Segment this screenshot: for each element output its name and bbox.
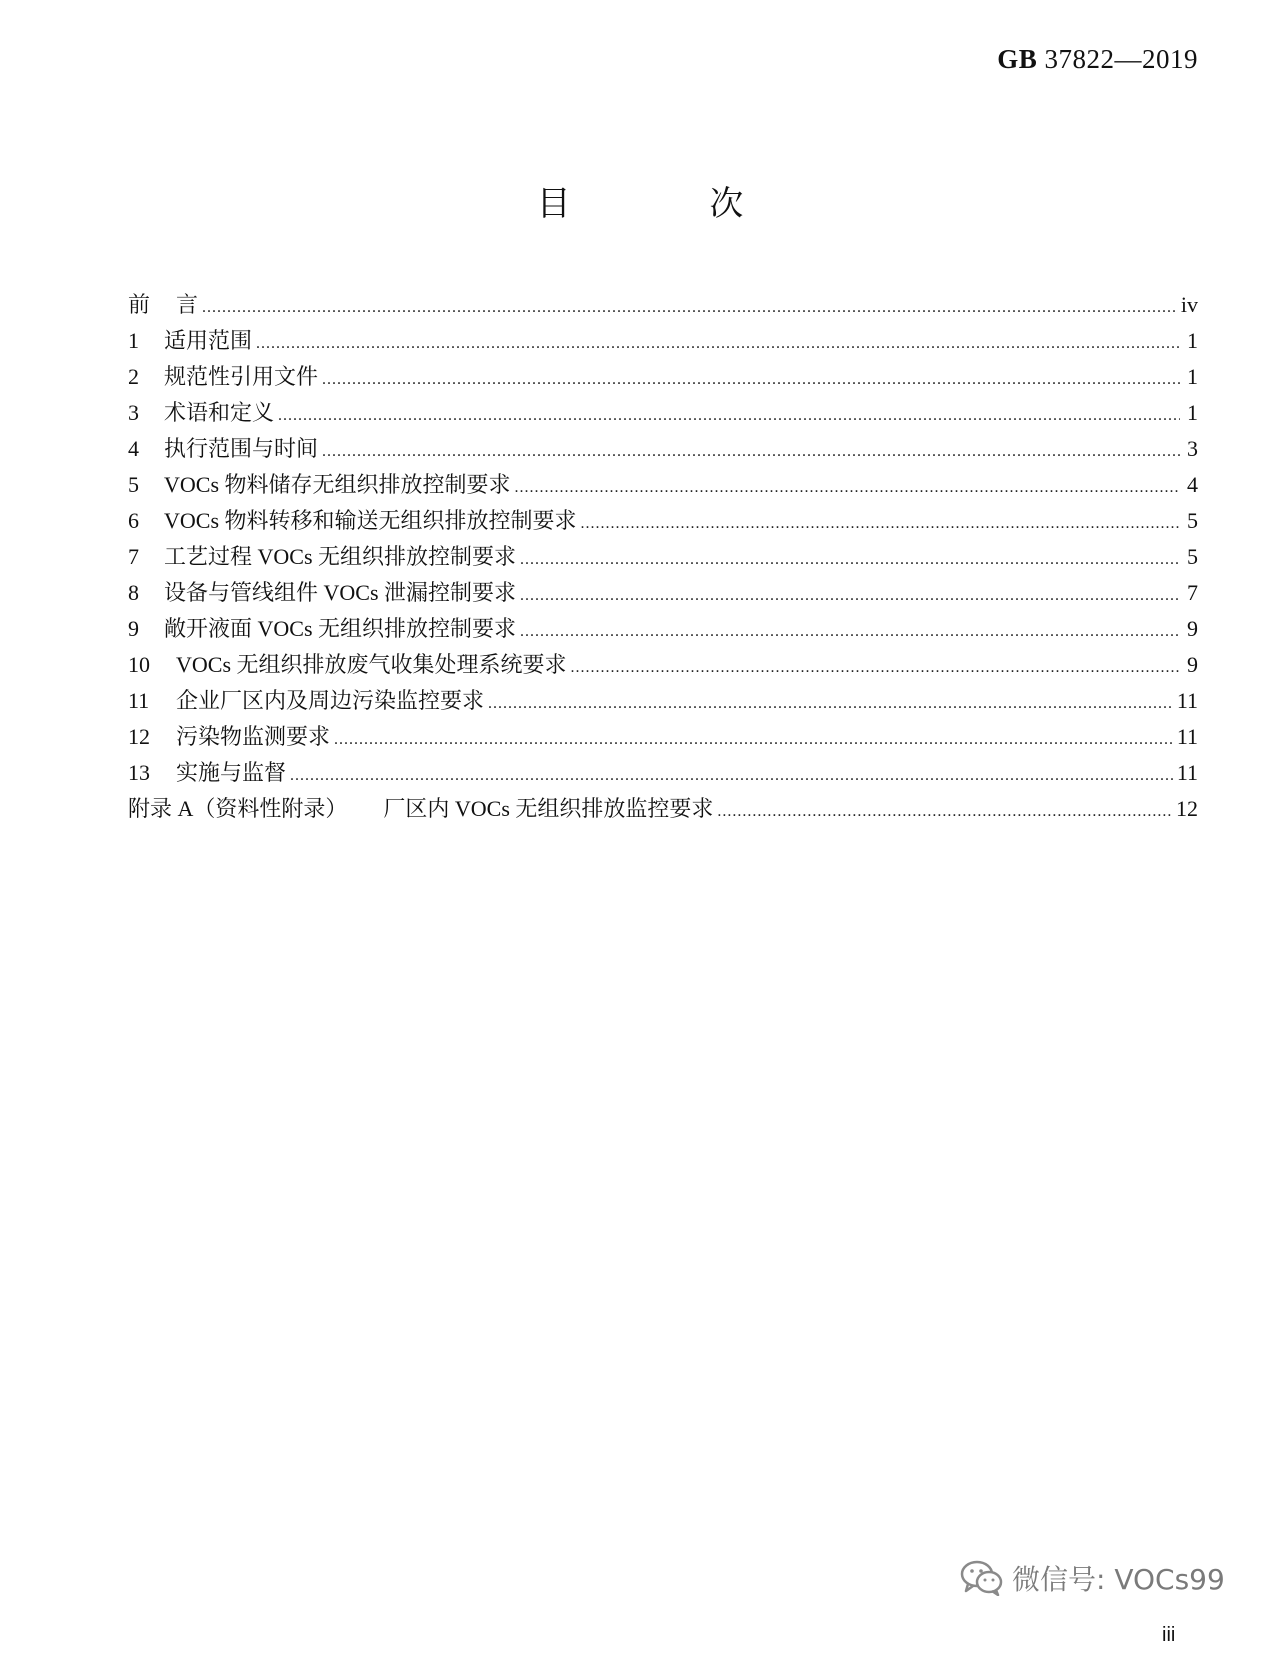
toc-entry-page: 11 <box>1176 688 1198 713</box>
toc-entry-page: 1 <box>1187 400 1198 425</box>
page-number: iii <box>1162 1624 1176 1646</box>
wechat-icon <box>960 1560 1004 1596</box>
toc-entry-label: 企业厂区内及周边污染监控要求 <box>176 688 485 713</box>
toc-entry-label: 实施与监督 <box>176 760 287 785</box>
toc-entry-number: 3 <box>128 400 139 425</box>
toc-entry-number: 前 <box>128 292 151 317</box>
toc-entry-10[interactable] <box>128 648 1198 684</box>
standard-prefix: GB <box>997 44 1038 74</box>
toc-entry-1[interactable] <box>128 324 1198 360</box>
toc-entry-5[interactable] <box>128 468 1198 504</box>
toc-leader-dots <box>581 515 1180 533</box>
watermark-text: 微信号: VOCs99 <box>1012 1563 1225 1596</box>
toc-entry-2[interactable] <box>128 360 1198 396</box>
toc-entry-7[interactable] <box>128 540 1198 576</box>
toc-entry-page: 1 <box>1187 364 1198 389</box>
toc-leader-dots <box>290 767 1173 785</box>
toc-entry-page: iv <box>1180 292 1198 317</box>
toc-entry-page: 11 <box>1176 760 1198 785</box>
toc-entry-label: VOCs 物料转移和输送无组织排放控制要求 <box>164 508 577 533</box>
toc-leader-dots <box>571 659 1180 677</box>
toc-entry-page: 3 <box>1187 436 1198 461</box>
watermark <box>960 1558 1225 1598</box>
toc-entry-number: 13 <box>128 760 150 785</box>
toc-entry-12[interactable] <box>128 720 1198 756</box>
toc-leader-dots <box>202 299 1177 317</box>
toc-entry-number: 附录 A（资料性附录） <box>128 796 348 821</box>
toc-entry-foreword[interactable] <box>128 288 1198 324</box>
toc-entry-page: 4 <box>1187 472 1198 497</box>
toc-leader-dots <box>322 371 1180 389</box>
toc-leader-dots <box>515 479 1180 497</box>
toc-entry-number: 11 <box>128 688 150 713</box>
toc-entry-number: 9 <box>128 616 139 641</box>
toc-entry-page: 11 <box>1176 724 1198 749</box>
toc-entry-11[interactable] <box>128 684 1198 720</box>
toc-entry-page: 7 <box>1187 580 1198 605</box>
toc-entry-8[interactable] <box>128 576 1198 612</box>
toc-entry-number: 2 <box>128 364 139 389</box>
toc-leader-dots <box>322 443 1180 461</box>
toc-entry-label: 规范性引用文件 <box>164 364 319 389</box>
toc-entry-number: 8 <box>128 580 139 605</box>
toc-entry-label: 敞开液面 VOCs 无组织排放控制要求 <box>164 616 517 641</box>
toc-entry-page: 5 <box>1187 544 1198 569</box>
toc-entry-label: 污染物监测要求 <box>176 724 331 749</box>
toc-entry-3[interactable] <box>128 396 1198 432</box>
toc-entry-label: VOCs 无组织排放废气收集处理系统要求 <box>176 652 567 677</box>
toc-leader-dots <box>256 335 1180 353</box>
toc-entry-page: 9 <box>1187 652 1198 677</box>
toc-entry-label: 执行范围与时间 <box>164 436 319 461</box>
toc-entry-appendix-a[interactable] <box>128 792 1198 828</box>
table-of-contents <box>128 288 1198 828</box>
toc-entry-9[interactable] <box>128 612 1198 648</box>
toc-leader-dots <box>520 551 1180 569</box>
toc-leader-dots <box>717 803 1172 821</box>
toc-leader-dots <box>278 407 1180 425</box>
toc-leader-dots <box>334 731 1173 749</box>
toc-entry-number: 10 <box>128 652 150 677</box>
toc-entry-number: 7 <box>128 544 139 569</box>
toc-entry-page: 1 <box>1187 328 1198 353</box>
toc-entry-page: 12 <box>1176 796 1198 821</box>
toc-entry-label: 厂区内 VOCs 无组织排放监控要求 <box>383 796 714 821</box>
toc-leader-dots <box>520 623 1180 641</box>
toc-entry-page: 5 <box>1187 508 1198 533</box>
toc-entry-number: 12 <box>128 724 150 749</box>
toc-entry-page: 9 <box>1187 616 1198 641</box>
page-title: 目 次 <box>536 184 808 224</box>
standard-number: 37822—2019 <box>1044 44 1198 74</box>
toc-entry-13[interactable] <box>128 756 1198 792</box>
toc-leader-dots <box>488 695 1173 713</box>
toc-entry-4[interactable] <box>128 432 1198 468</box>
toc-entry-label: 工艺过程 VOCs 无组织排放控制要求 <box>164 544 517 569</box>
toc-entry-number: 1 <box>128 328 139 353</box>
toc-entry-label: VOCs 物料储存无组织排放控制要求 <box>164 472 511 497</box>
toc-entry-label: 言 <box>176 292 199 317</box>
toc-entry-number: 4 <box>128 436 139 461</box>
toc-entry-number: 6 <box>128 508 139 533</box>
toc-entry-number: 5 <box>128 472 139 497</box>
toc-entry-label: 设备与管线组件 VOCs 泄漏控制要求 <box>164 580 517 605</box>
toc-entry-label: 适用范围 <box>164 328 253 353</box>
toc-entry-6[interactable] <box>128 504 1198 540</box>
standard-code <box>997 44 1198 75</box>
toc-entry-label: 术语和定义 <box>164 400 275 425</box>
toc-leader-dots <box>520 587 1180 605</box>
